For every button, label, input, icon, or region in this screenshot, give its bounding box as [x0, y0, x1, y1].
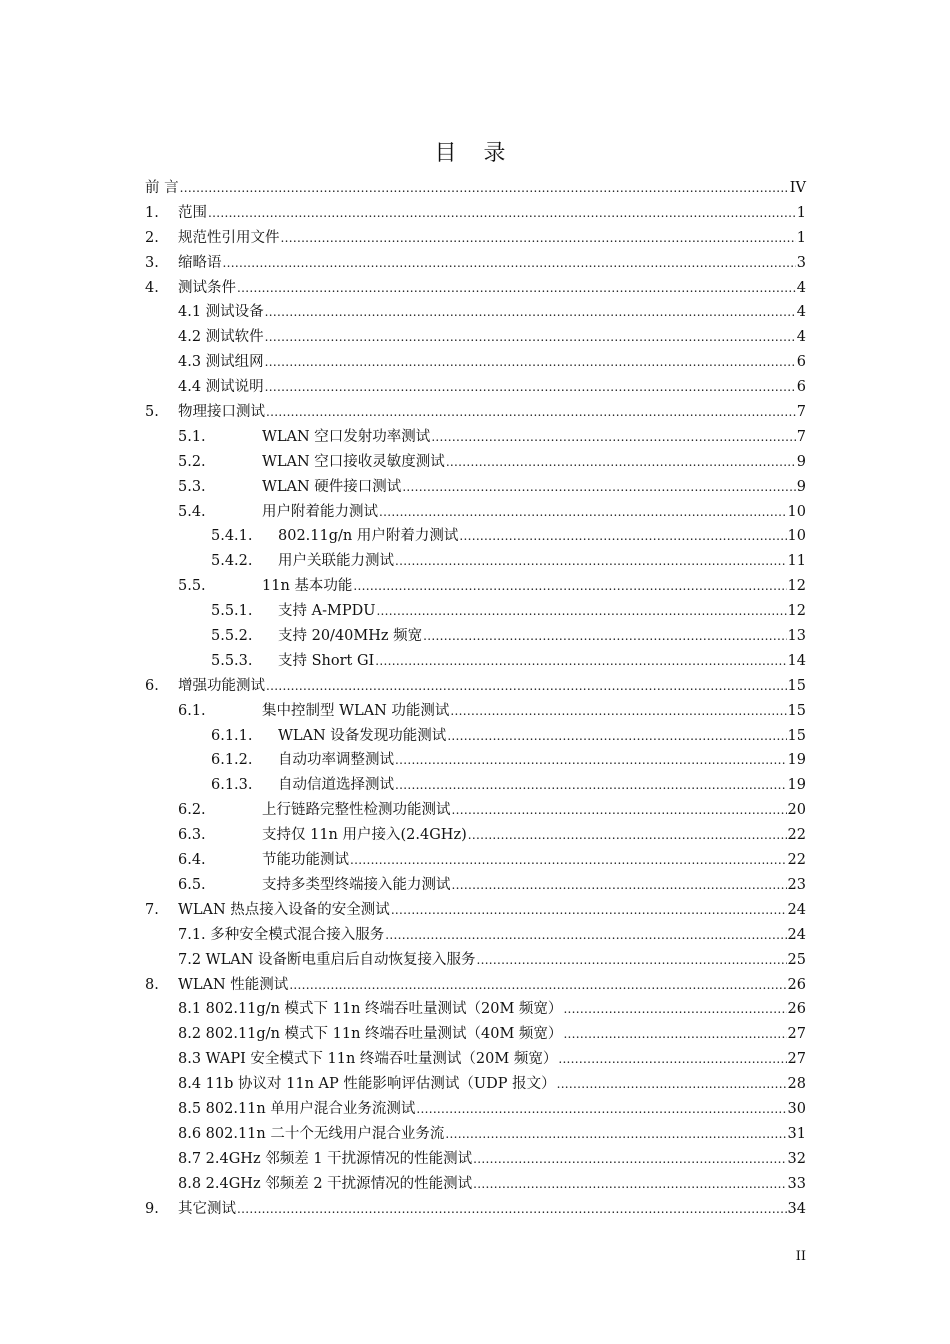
toc-entry-title: WLAN 性能测试 — [178, 976, 289, 993]
toc-leader-dots — [375, 653, 786, 669]
toc-entry-number: 5.2. — [178, 453, 206, 470]
toc-entry-number: 3. — [145, 254, 159, 271]
toc-entry-title: 支持 20/40MHz 频宽 — [278, 628, 423, 645]
toc-leader-dots — [237, 280, 796, 296]
toc-entry[interactable] — [145, 425, 806, 450]
toc-entry[interactable] — [145, 549, 806, 574]
toc-entry-page: 26 — [787, 976, 806, 993]
toc-entry-title: 上行链路完整性检测功能测试 — [262, 802, 451, 819]
toc-entry-number: 6.4. — [178, 852, 206, 869]
toc-leader-dots — [237, 1201, 787, 1217]
toc-leader-dots — [447, 728, 786, 744]
toc-entry-title: 8.1 802.11g/n 模式下 11n 终端吞吐量测试（20M 频宽） — [178, 1001, 563, 1018]
toc-entry[interactable] — [145, 450, 806, 475]
toc-entry[interactable] — [145, 1022, 806, 1047]
toc-leader-dots — [452, 802, 787, 818]
toc-entry-title: 4.4 测试说明 — [178, 379, 264, 396]
toc-entry[interactable] — [145, 1122, 806, 1147]
toc-entry-page: 9 — [796, 478, 806, 495]
toc-entry-page: 28 — [787, 1076, 806, 1093]
toc-leader-dots — [379, 504, 787, 520]
toc-entry-page: 10 — [787, 503, 806, 520]
toc-entry-title: 支持 Short GI — [278, 652, 375, 669]
toc-entry[interactable] — [145, 948, 806, 973]
toc-entry-number: 6.1.2. — [211, 752, 253, 769]
toc-entry-page: 12 — [787, 578, 806, 595]
toc-entry-page: 13 — [787, 628, 806, 645]
toc-entry-number: 5.3. — [178, 478, 206, 495]
toc-entry[interactable] — [145, 973, 806, 998]
toc-entry[interactable] — [145, 873, 806, 898]
toc-entry-page: 7 — [796, 428, 806, 445]
toc-entry-title: 范围 — [178, 204, 207, 221]
toc-entry-page: 27 — [787, 1026, 806, 1043]
toc-entry-number: 1. — [145, 204, 159, 221]
toc-entry-page: 24 — [787, 901, 806, 918]
toc-entry[interactable] — [145, 923, 806, 948]
toc-entry-page: 22 — [787, 852, 806, 869]
toc-entry-title: WLAN 热点接入设备的安全测试 — [178, 901, 390, 918]
toc-leader-dots — [281, 230, 796, 246]
toc-entry-page: 15 — [787, 677, 806, 694]
toc-leader-dots — [395, 777, 787, 793]
toc-entry-number: 5.5.1. — [211, 603, 253, 620]
toc-entry-title: 8.7 2.4GHz 邻频差 1 干扰源情况的性能测试 — [178, 1150, 473, 1167]
toc-leader-dots — [452, 877, 787, 893]
toc-entry-title: 用户关联能力测试 — [278, 553, 394, 570]
toc-entry-number: 6.5. — [178, 876, 206, 893]
toc-leader-dots — [265, 329, 796, 345]
toc-entry-page: 3 — [796, 254, 806, 271]
toc-entry-title: 8.6 802.11n 二十个无线用户混合业务流 — [178, 1125, 445, 1142]
toc-entry-number: 5.5.3. — [211, 652, 253, 669]
toc-leader-dots — [385, 927, 786, 943]
toc-entry-page: 20 — [787, 802, 806, 819]
toc-entry-number: 7. — [145, 901, 159, 918]
toc-leader-dots — [265, 379, 796, 395]
toc-entry-number: 8. — [145, 976, 159, 993]
toc-entry-title: 前 言 — [145, 180, 179, 196]
toc-entry-number: 5.4.2. — [211, 553, 253, 570]
toc-leader-dots — [376, 603, 786, 619]
toc-leader-dots — [391, 902, 787, 918]
toc-entry[interactable] — [145, 997, 806, 1022]
toc-entry[interactable] — [145, 350, 806, 375]
toc-leader-dots — [395, 752, 787, 768]
toc-entry-title: 7.1. 多种安全模式混合接入服务 — [178, 926, 385, 943]
toc-entry-title: 缩略语 — [178, 254, 222, 271]
toc-leader-dots — [557, 1076, 787, 1092]
toc-entry[interactable] — [145, 848, 806, 873]
toc-leader-dots — [350, 852, 787, 868]
toc-entry-page: 4 — [796, 279, 806, 296]
toc-entry[interactable] — [145, 400, 806, 425]
toc-entry-number: 5.5.2. — [211, 628, 253, 645]
toc-leader-dots — [180, 180, 789, 196]
toc-entry[interactable] — [145, 773, 806, 798]
toc-leader-dots — [563, 1026, 786, 1042]
toc-entry-title: 自动信道选择测试 — [278, 777, 394, 794]
toc-entry[interactable] — [145, 798, 806, 823]
toc-entry-number: 5. — [145, 404, 159, 421]
toc-entry-page: 4 — [796, 304, 806, 321]
toc-entry-number: 5.4.1. — [211, 528, 253, 545]
toc-entry-title: 8.2 802.11g/n 模式下 11n 终端吞吐量测试（40M 频宽） — [178, 1026, 563, 1043]
toc-entry-page: 23 — [787, 876, 806, 893]
toc-entry-number: 5.1. — [178, 428, 206, 445]
toc-entry-page: 19 — [787, 777, 806, 794]
toc-leader-dots — [266, 678, 787, 694]
toc-entry[interactable] — [145, 574, 806, 599]
toc-entry-number: 2. — [145, 229, 159, 246]
toc-leader-dots — [431, 429, 795, 445]
toc-entry-title: 测试条件 — [178, 279, 236, 296]
toc-entry-page: 10 — [787, 528, 806, 545]
toc-entry[interactable] — [145, 1072, 806, 1097]
toc-entry-title: 节能功能测试 — [262, 852, 349, 869]
toc-entry-page: 34 — [787, 1200, 806, 1217]
toc-leader-dots — [476, 952, 786, 968]
toc-leader-dots — [423, 628, 786, 644]
toc-entry-page: 12 — [787, 603, 806, 620]
toc-entry-page: 27 — [787, 1051, 806, 1068]
toc-entry[interactable] — [145, 624, 806, 649]
toc-leader-dots — [473, 1151, 786, 1167]
toc-entry-page: 26 — [787, 1001, 806, 1018]
page-number: II — [795, 1249, 806, 1264]
toc-entry-page: 15 — [787, 727, 806, 744]
toc-entry-title: 802.11g/n 用户附着力测试 — [278, 528, 459, 545]
toc-entry-page: 9 — [796, 453, 806, 470]
toc-entry-title: 自动功率调整测试 — [278, 752, 394, 769]
toc-leader-dots — [468, 827, 787, 843]
toc-entry-title: 物理接口测试 — [178, 404, 265, 421]
toc-entry-title: 8.8 2.4GHz 邻频差 2 干扰源情况的性能测试 — [178, 1175, 473, 1192]
toc-entry[interactable] — [145, 300, 806, 325]
toc-entry-page: 25 — [787, 951, 806, 968]
toc-leader-dots — [395, 553, 787, 569]
toc-entry[interactable] — [145, 500, 806, 525]
toc-leader-dots — [353, 578, 786, 594]
toc-entry-number: 6.3. — [178, 827, 206, 844]
toc-entry-page: 33 — [787, 1175, 806, 1192]
toc-entry-title: 4.3 测试组网 — [178, 354, 264, 371]
toc-entry-page: 31 — [787, 1125, 806, 1142]
toc-entry[interactable] — [145, 1197, 806, 1222]
toc-entry[interactable] — [145, 475, 806, 500]
toc-entry[interactable] — [145, 599, 806, 624]
toc-entry-title: 4.1 测试设备 — [178, 304, 264, 321]
toc-entry-number: 6.1.3. — [211, 777, 253, 794]
toc-entry-title: 其它测试 — [178, 1200, 236, 1217]
toc-entry[interactable] — [145, 649, 806, 674]
table-of-contents — [145, 176, 806, 1221]
toc-entry-title: 8.5 802.11n 单用户混合业务流测试 — [178, 1100, 416, 1117]
toc-entry-title: 用户附着能力测试 — [262, 503, 378, 520]
toc-entry-page: 7 — [796, 404, 806, 421]
toc-entry-title: 11n 基本功能 — [262, 578, 353, 595]
toc-entry-page: 6 — [796, 379, 806, 396]
toc-entry-number: 6.1.1. — [211, 727, 253, 744]
toc-entry-title: WLAN 空口接收灵敏度测试 — [262, 453, 445, 470]
toc-leader-dots — [223, 255, 796, 271]
toc-entry[interactable] — [145, 898, 806, 923]
toc-entry-title: WLAN 空口发射功率测试 — [262, 428, 431, 445]
toc-entry-title: 4.2 测试软件 — [178, 329, 264, 346]
toc-title: 目 录 — [434, 141, 516, 166]
toc-entry[interactable] — [145, 1147, 806, 1172]
toc-entry[interactable] — [145, 724, 806, 749]
toc-entry-title: 增强功能测试 — [178, 677, 265, 694]
toc-leader-dots — [416, 1101, 786, 1117]
toc-entry[interactable] — [145, 226, 806, 251]
toc-entry-number: 6.2. — [178, 802, 206, 819]
toc-entry-page: 24 — [787, 926, 806, 943]
toc-entry-page: 4 — [796, 329, 806, 346]
toc-leader-dots — [563, 1001, 786, 1017]
toc-entry-number: 6. — [145, 677, 159, 694]
toc-entry-title: 支持多类型终端接入能力测试 — [262, 876, 451, 893]
toc-entry-page: 19 — [787, 752, 806, 769]
toc-entry-title: 支持仅 11n 用户接入(2.4GHz) — [262, 827, 467, 844]
toc-leader-dots — [289, 977, 786, 993]
toc-entry[interactable] — [145, 375, 806, 400]
toc-entry[interactable] — [145, 1047, 806, 1072]
toc-leader-dots — [558, 1051, 786, 1067]
toc-entry-title: 7.2 WLAN 设备断电重启后自动恢复接入服务 — [178, 951, 476, 968]
toc-leader-dots — [208, 205, 796, 221]
toc-entry-page: 1 — [796, 204, 806, 221]
toc-entry[interactable] — [145, 748, 806, 773]
toc-entry[interactable] — [145, 524, 806, 549]
toc-entry-title: 8.3 WAPI 安全模式下 11n 终端吞吐量测试（20M 频宽） — [178, 1051, 558, 1068]
toc-entry-page: 1 — [796, 229, 806, 246]
toc-entry[interactable] — [145, 176, 806, 201]
toc-leader-dots — [265, 354, 796, 370]
toc-leader-dots — [445, 1126, 786, 1142]
toc-entry-page: 15 — [787, 702, 806, 719]
toc-entry-page: 32 — [787, 1150, 806, 1167]
toc-leader-dots — [265, 304, 796, 320]
toc-entry-page: IV — [789, 180, 806, 196]
toc-entry[interactable] — [145, 1172, 806, 1197]
toc-leader-dots — [266, 404, 796, 420]
toc-entry-number: 5.5. — [178, 578, 206, 595]
toc-entry[interactable] — [145, 251, 806, 276]
toc-entry[interactable] — [145, 201, 806, 226]
toc-leader-dots — [402, 479, 795, 495]
toc-leader-dots — [446, 454, 796, 470]
toc-entry-page: 30 — [787, 1100, 806, 1117]
toc-entry-title: 规范性引用文件 — [178, 229, 280, 246]
toc-entry-page: 6 — [796, 354, 806, 371]
toc-entry[interactable] — [145, 674, 806, 699]
toc-entry[interactable] — [145, 276, 806, 301]
toc-entry-number: 4. — [145, 279, 159, 296]
toc-leader-dots — [459, 528, 786, 544]
toc-entry-number: 6.1. — [178, 702, 206, 719]
toc-entry-title: WLAN 设备发现功能测试 — [278, 727, 447, 744]
toc-entry-page: 22 — [787, 827, 806, 844]
toc-entry-title: WLAN 硬件接口测试 — [262, 478, 402, 495]
toc-entry-page: 11 — [787, 553, 806, 570]
toc-entry[interactable] — [145, 699, 806, 724]
toc-entry[interactable] — [145, 325, 806, 350]
toc-entry-number: 9. — [145, 1200, 159, 1217]
toc-entry[interactable] — [145, 1097, 806, 1122]
toc-entry-title: 集中控制型 WLAN 功能测试 — [262, 702, 450, 719]
toc-leader-dots — [450, 703, 786, 719]
toc-entry-title: 支持 A-MPDU — [278, 603, 376, 620]
toc-entry-title: 8.4 11b 协议对 11n AP 性能影响评估测试（UDP 报文） — [178, 1076, 556, 1093]
toc-entry-number: 5.4. — [178, 503, 206, 520]
toc-leader-dots — [473, 1176, 786, 1192]
toc-entry[interactable] — [145, 823, 806, 848]
toc-entry-page: 14 — [787, 652, 806, 669]
